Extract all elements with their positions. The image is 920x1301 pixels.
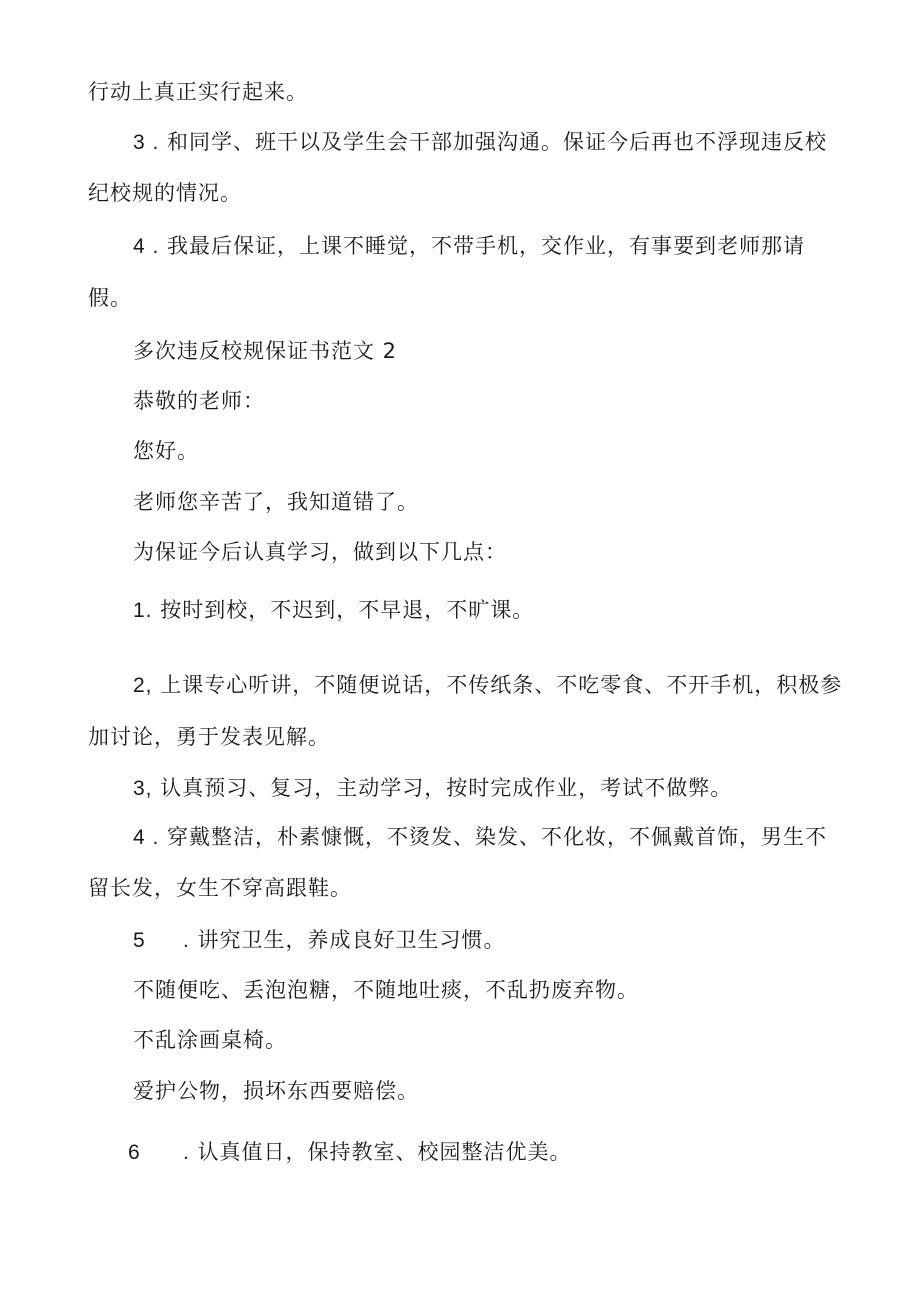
paragraph-line (88, 722, 330, 752)
item-number: 6 (128, 1141, 141, 1164)
line-text: 老师您辛苦了，我知道错了。 (133, 490, 419, 514)
paragraph-line (133, 537, 507, 567)
list-item-2 (133, 670, 842, 701)
paragraph-line (133, 487, 419, 517)
item-number: 3 . (133, 131, 160, 154)
line-text: 上课专心听讲，不随便说话，不传纸条、不吃零食、不开手机，积极参 (160, 673, 843, 697)
section-heading (133, 336, 397, 366)
salutation (133, 386, 265, 416)
item-number: 3, (133, 777, 153, 800)
line-text: 留长发，女生不穿高跟鞋。 (88, 876, 352, 900)
item-number: 2, (133, 674, 153, 697)
greeting (133, 436, 199, 466)
line-text: 为保证今后认真学习，做到以下几点： (133, 540, 507, 564)
line-text: 穿戴整洁，朴素慷慨，不烫发、染发、不化妆，不佩戴首饰，男生不 (167, 825, 828, 849)
paragraph-line (133, 1076, 419, 1106)
item-number: 4 . (133, 235, 160, 258)
item-dot: . (183, 1141, 190, 1164)
paragraph-line (88, 77, 308, 107)
item-number: 5 (133, 929, 146, 952)
line-text: 您好。 (133, 439, 199, 463)
line-text: 不乱涂画桌椅。 (133, 1028, 287, 1052)
line-text: 行动上真正实行起来。 (88, 80, 308, 104)
paragraph-line (88, 283, 132, 313)
paragraph-line (133, 1025, 287, 1055)
list-item-4 (133, 231, 805, 262)
item-number: 1. (133, 599, 153, 622)
list-item-1 (133, 595, 534, 626)
line-text: 按时到校，不迟到，不早退，不旷课。 (160, 598, 535, 622)
paragraph-line (88, 178, 242, 208)
item-dot: . (183, 929, 190, 952)
paragraph-line (133, 975, 639, 1005)
line-text: 纪校规的情况。 (88, 181, 242, 205)
line-text: 恭敬的老师： (133, 389, 265, 413)
list-item-3 (133, 127, 827, 158)
line-text: 不随便吃、丢泡泡糖，不随地吐痰，不乱扔废弃物。 (133, 978, 639, 1002)
line-text: 假。 (88, 286, 132, 310)
list-item-5 (133, 925, 506, 956)
line-text: 爱护公物，损坏东西要赔偿。 (133, 1079, 419, 1103)
line-text: 认真预习、复习，主动学习，按时完成作业，考试不做弊。 (160, 776, 733, 800)
item-number: 4 . (133, 826, 160, 849)
line-text: 和同学、班干以及学生会干部加强沟通。保证今后再也不浮现违反校 (167, 130, 828, 154)
list-item-4b (133, 822, 827, 853)
heading-text: 多次违反校规保证书范文 2 (133, 339, 398, 363)
line-text: 加讨论，勇于发表见解。 (88, 725, 330, 749)
list-item-3b (133, 773, 732, 804)
paragraph-line (88, 873, 352, 903)
line-text: 认真值日，保持教室、校园整洁优美。 (197, 1140, 572, 1164)
list-item-6 (128, 1137, 572, 1168)
line-text: 我最后保证，上课不睡觉，不带手机，交作业，有事要到老师那请 (167, 234, 806, 258)
line-text: 讲究卫生，养成良好卫生习惯。 (197, 928, 506, 952)
